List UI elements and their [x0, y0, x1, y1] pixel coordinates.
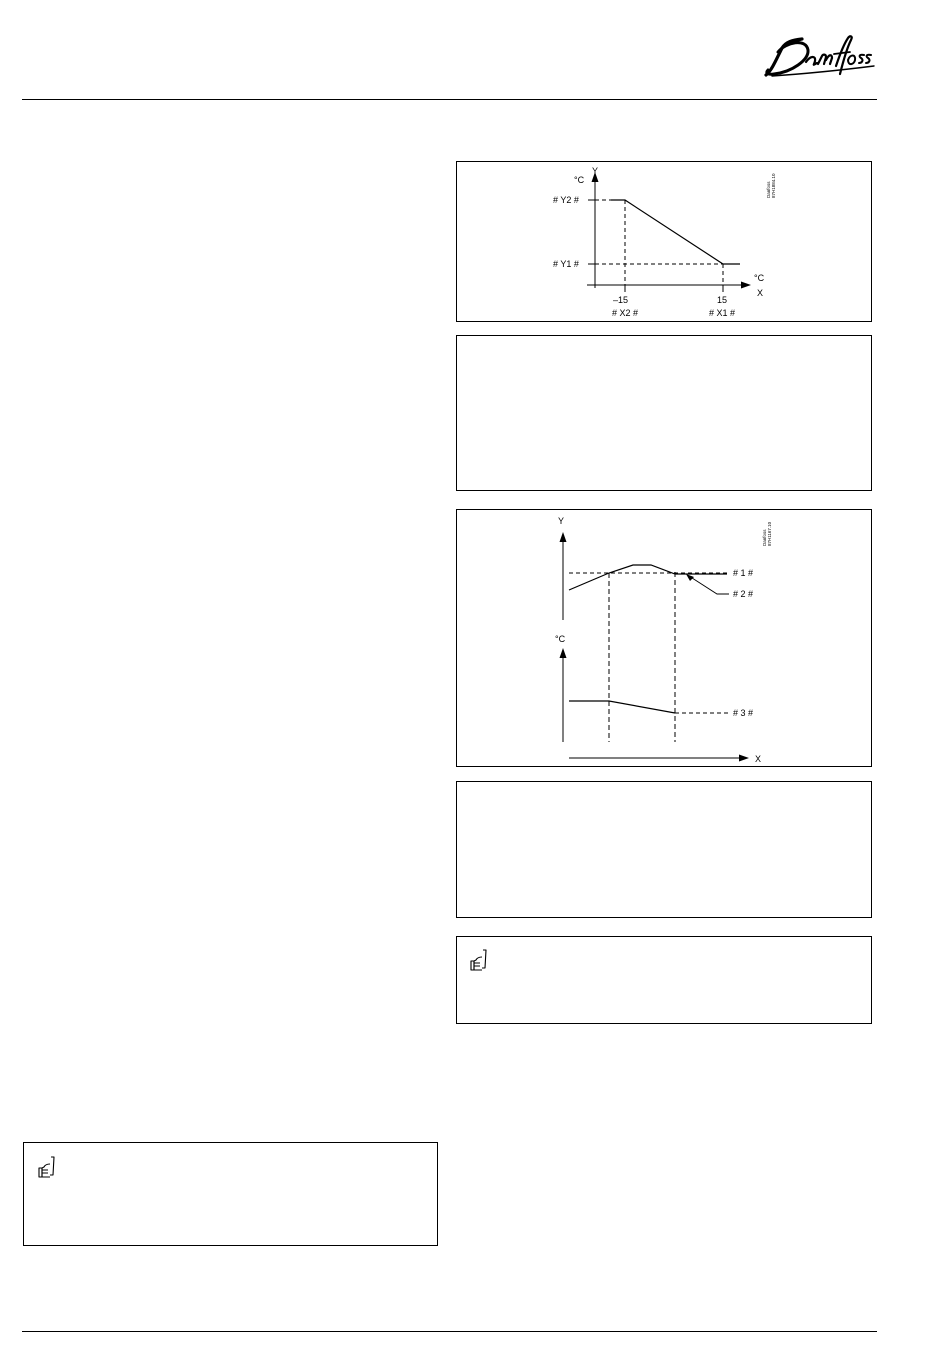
lower-curve	[569, 701, 675, 713]
temp-axis-arrow-icon	[560, 648, 567, 658]
label-3: # 3 #	[733, 708, 754, 718]
temp-unit-label: °C	[555, 634, 566, 644]
note-box-right	[456, 936, 872, 1024]
x-unit-label: °C	[754, 273, 765, 283]
y2-label: # Y2 #	[553, 195, 579, 205]
y-unit-label: °C	[574, 175, 585, 185]
danfoss-logo	[762, 30, 880, 82]
upper-curve	[569, 565, 727, 590]
text-box-1	[456, 335, 872, 491]
text-box-2	[456, 781, 872, 918]
drawing-code-brand: Danfoss	[766, 181, 771, 198]
header-rule	[22, 99, 877, 100]
footer-rule	[22, 1331, 877, 1332]
note-box-left	[23, 1142, 438, 1246]
label-2: # 2 #	[733, 589, 754, 599]
y-axis-arrow-icon	[560, 532, 567, 542]
drawing-code-number: 87H1167.10	[767, 521, 772, 546]
figure-1-box	[456, 161, 872, 322]
x-axis-label: X	[755, 754, 762, 764]
pointing-hand-icon	[469, 948, 491, 974]
figure-1-diagram	[457, 162, 871, 321]
drawing-code-brand: Danfoss	[762, 529, 767, 546]
x1-label: # X1 #	[709, 308, 736, 318]
x2-label: # X2 #	[612, 308, 639, 318]
leader-arrow-icon	[686, 574, 694, 581]
x-axis-arrow-icon	[739, 755, 749, 762]
figure-2-diagram	[457, 510, 871, 766]
figure-2-box	[456, 509, 872, 767]
label-1: # 1 #	[733, 568, 754, 578]
x-axis-arrow-icon	[741, 282, 751, 289]
x-tick-minus15: –15	[613, 295, 629, 305]
y1-label: # Y1 #	[553, 259, 579, 269]
drawing-code-number: 87H1884.10	[771, 173, 776, 198]
y-axis-label: Y	[558, 516, 565, 526]
pointing-hand-icon	[37, 1155, 59, 1181]
x-tick-15: 15	[717, 295, 728, 305]
y-axis-label: Y	[592, 166, 599, 176]
x-axis-label: X	[757, 288, 764, 298]
curve-line	[611, 200, 740, 264]
